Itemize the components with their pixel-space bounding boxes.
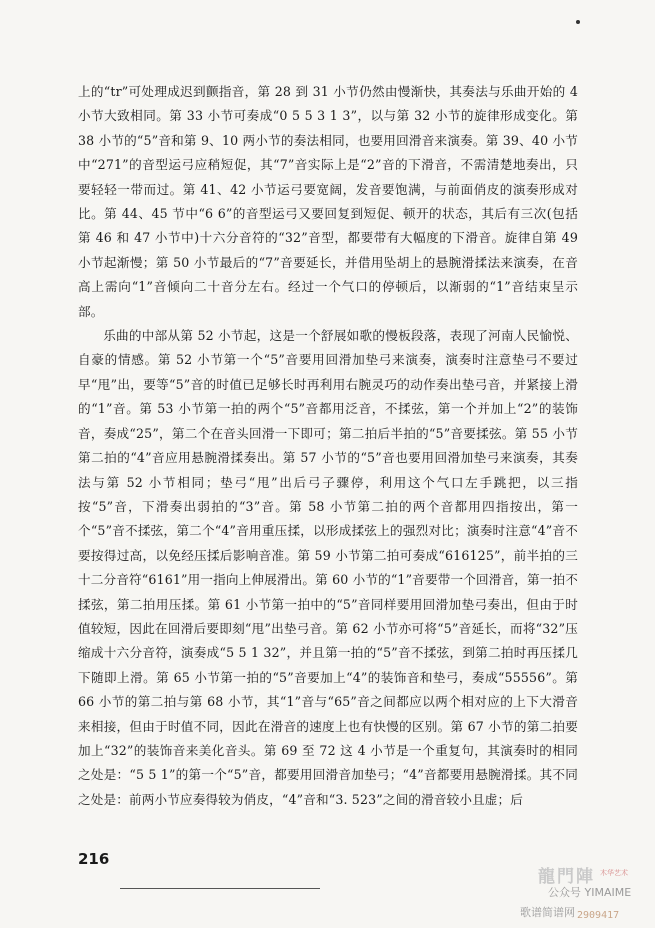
paragraph-1: 上的“tr”可处理成迟到颤指音，第 28 到 31 小节仍然由慢渐快，其奏法与乐曲开始的 4 小节大致相同。第 33 小节可奏成“0 5 5 3 1 3”，以与第 32 小节的旋律形成变化。第 38 小节的“5”音和第 9、10 两小节的奏法相同，也要用回滑音来演奏。第 39、40 小节中“271”的音型运弓应稍短促，其“7”音实际上是“2”音的下滑音，不需清楚地奏出，只要轻轻一带而过。第 41、42 小节运弓要宽阔，发音要饱满，与前面俏皮的演奏形成对比。第 44、45 节中“6 6”的音型运弓又要回复到短促、顿开的状态，其后有三次(包括第 46 和 47 小节中)十六分音符的“32”音型，都要带有大幅度的下滑音。旋律自第 49 小节起渐慢；第 50 小节最后的“7”音要延长，并借用坠胡上的悬腕滑揉法来演奏，在音高上需向“1”音倾向二十音分左右。经过一个气口的停顿后，以渐弱的“1”音结束呈示部。 <box>78 84 578 319</box>
paragraph-2: 乐曲的中部从第 52 小节起，这是一个舒展如歌的慢板段落，表现了河南人民愉悦、自豪的情感。第 52 小节第一个“5”音要用回滑加垫弓来演奏，演奏时注意垫弓不要过早“甩”出，要等“5”音的时值已足够长时再利用右腕灵巧的动作奏出垫弓音，并紧接上滑的“1”音。第 53 小节第一拍的两个“5”音都用泛音，不揉弦，第一个并加上“2”的装饰音，奏成“25”，第二个在音头回滑一下即可；第二拍后半拍的“5”音要揉弦。第 55 小节第二拍的“4”音应用悬腕滑揉奏出。第 57 小节的“5”音也要用回滑加垫弓来演奏，其奏法与第 52 小节相同；垫弓“甩”出后弓子骤停，利用这个气口左手跳把，以三指按“5”音，下滑奏出弱拍的“3”音。第 58 小节第二拍的两个音都用四指按出，第一个“5”音不揉弦，第二个“4”音用重压揉，以形成揉弦上的强烈对比；演奏时注意“4”音不要按得过高，以免经压揉后影响音准。第 59 小节第二拍可奏成“616125”，前半拍的三十二分音符“6161”用一指向上伸展滑出。第 60 小节的“1”音要带一个回滑音，第一拍不揉弦，第二拍用压揉。第 61 小节第一拍中的“5”音同样要用回滑加垫弓奏出，但由于时值较短，因此在回滑后要即刻“甩”出垫弓音。第 62 小节亦可将“5”音延长，而将“32”压缩成十六分音符，演奏成“5 5 1 32”，并且第一拍的“5”音不揉弦，到第二拍时再压揉几下随即上滑。第 65 小节第一拍的“5”音要加上“4”的装饰音和垫弓，奏成“55556”。第 66 小节的第二拍与第 68 小节，其“1”音与“65”音之间都应以两个相对应的上下大滑音来相接，但由于时值不同，因此在滑音的速度上也有快慢的区别。第 67 小节的第二拍要加上“32”的装饰音来美化音头。第 69 至 72 这 4 小节是一个重复句，其演奏时的相同之处是：“5 5 1”的第一个“5”音，都要用回滑音加垫弓；“4”音都要用悬腕滑揉。其不同之处是：前两小节应奏得较为俏皮，“4”音和“3. 523”之间的滑音较小且虚；后 <box>78 328 578 807</box>
watermark-site: 歌谱简谱网 <box>520 906 575 919</box>
watermark-logo-sub: 木华艺术 <box>600 869 628 877</box>
page-dot <box>576 20 580 24</box>
watermark-logo: 龍門陣 <box>538 867 595 887</box>
footer-rule <box>120 888 320 889</box>
watermark-code: 2909417 <box>577 910 620 921</box>
page-number: 216 <box>78 850 110 868</box>
body-text <box>78 80 578 812</box>
watermark-wechat: 公众号 YIMAIME <box>548 886 632 899</box>
